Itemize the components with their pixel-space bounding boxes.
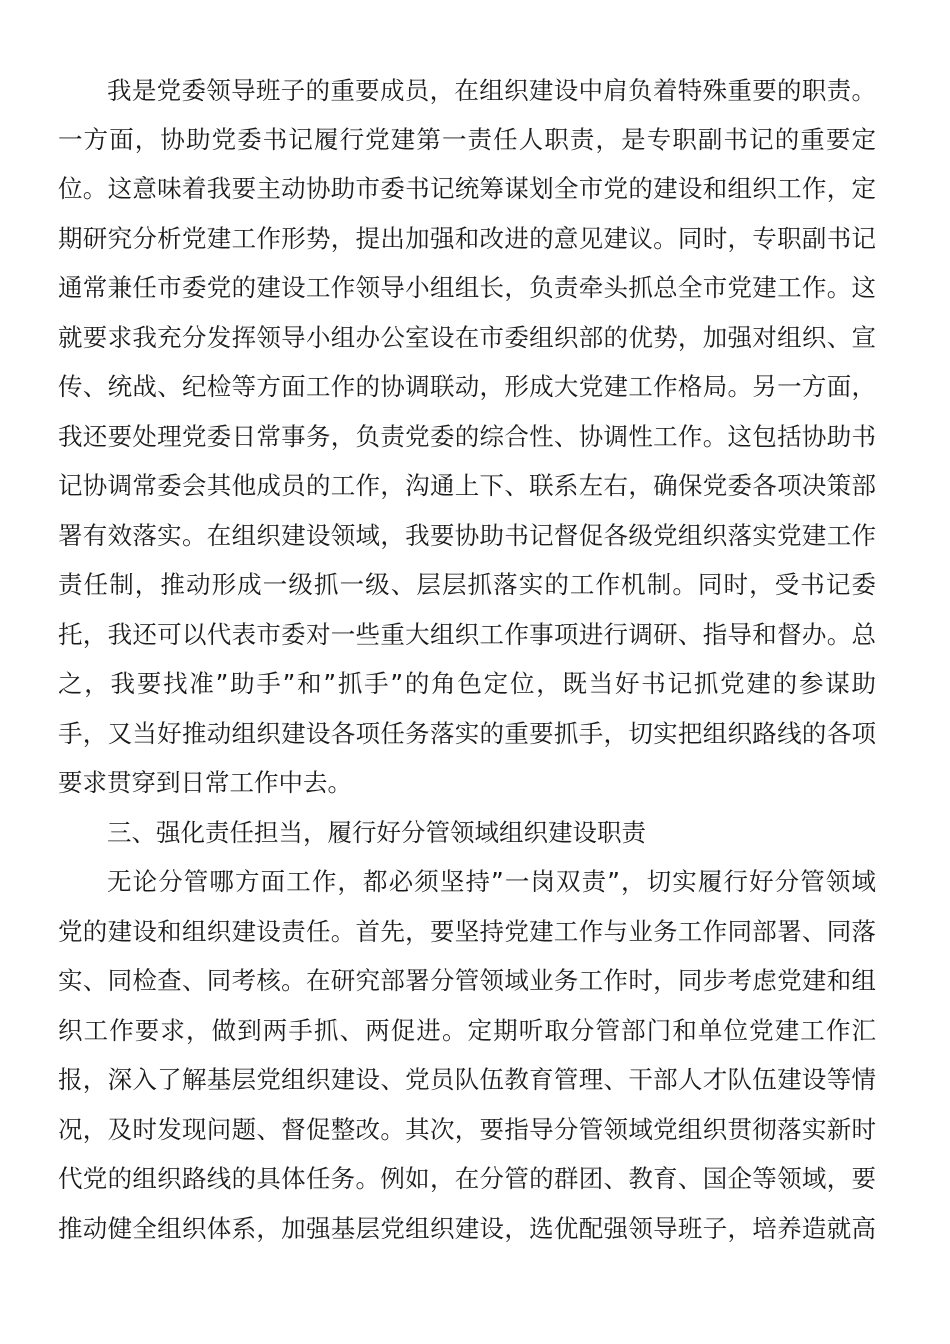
- paragraph-1-line-3: 位。这意味着我要主动协助市委书记统筹谋划全市党的建设和组织工作，定: [58, 174, 876, 203]
- paragraph-1-line-14: 手，又当好推动组织建设各项任务落实的重要抓手，切实把组织路线的各项: [58, 719, 876, 748]
- paragraph-2-line-8: 推动健全组织体系，加强基层党组织建设，选优配强领导班子，培养造就高: [58, 1214, 876, 1243]
- paragraph-1-line-5: 通常兼任市委党的建设工作领导小组组长，负责牵头抓总全市党建工作。这: [58, 273, 876, 302]
- paragraph-1-line-2: 一方面，协助党委书记履行党建第一责任人职责，是专职副书记的重要定: [58, 125, 876, 154]
- paragraph-2-line-2: 党的建设和组织建设责任。首先，要坚持党建工作与业务工作同部署、同落: [58, 917, 876, 946]
- paragraph-2-line-7: 代党的组织路线的具体任务。例如，在分管的群团、教育、国企等领域，要: [58, 1164, 876, 1193]
- paragraph-2-line-6: 况，及时发现问题、督促整改。其次，要指导分管领域党组织贯彻落实新时: [58, 1115, 876, 1144]
- paragraph-2-line-3: 实、同检查、同考核。在研究部署分管领域业务工作时，同步考虑党建和组: [58, 966, 876, 995]
- paragraph-1-line-7: 传、统战、纪检等方面工作的协调联动，形成大党建工作格局。另一方面，: [58, 372, 876, 401]
- paragraph-1-line-10: 署有效落实。在组织建设领域，我要协助书记督促各级党组织落实党建工作: [58, 521, 876, 550]
- paragraph-1-line-12: 托，我还可以代表市委对一些重大组织工作事项进行调研、指导和督办。总: [58, 620, 876, 649]
- paragraph-2-line-1: 无论分管哪方面工作，都必须坚持”一岗双责”，切实履行好分管领域: [107, 867, 876, 896]
- paragraph-1-line-11: 责任制，推动形成一级抓一级、层层抓落实的工作机制。同时，受书记委: [58, 570, 876, 599]
- paragraph-1-line-15: 要求贯穿到日常工作中去。: [58, 768, 352, 797]
- paragraph-1-line-1: 我是党委领导班子的重要成员，在组织建设中肩负着特殊重要的职责。: [107, 76, 876, 105]
- paragraph-2-line-4: 织工作要求，做到两手抓、两促进。定期听取分管部门和单位党建工作汇: [58, 1016, 876, 1045]
- paragraph-1-line-8: 我还要处理党委日常事务，负责党委的综合性、协调性工作。这包括协助书: [58, 422, 876, 451]
- paragraph-2-line-5: 报，深入了解基层党组织建设、党员队伍教育管理、干部人才队伍建设等情: [58, 1065, 876, 1094]
- paragraph-1-line-4: 期研究分析党建工作形势，提出加强和改进的意见建议。同时，专职副书记: [58, 224, 876, 253]
- paragraph-1-line-9: 记协调常委会其他成员的工作，沟通上下、联系左右，确保党委各项决策部: [58, 471, 876, 500]
- paragraph-1-line-13: 之，我要找准”助手”和”抓手”的角色定位，既当好书记抓党建的参谋助: [58, 669, 876, 698]
- section-heading: 三、强化责任担当，履行好分管领域组织建设职责: [107, 818, 646, 847]
- paragraph-1-line-6: 就要求我充分发挥领导小组办公室设在市委组织部的优势，加强对组织、宣: [58, 323, 876, 352]
